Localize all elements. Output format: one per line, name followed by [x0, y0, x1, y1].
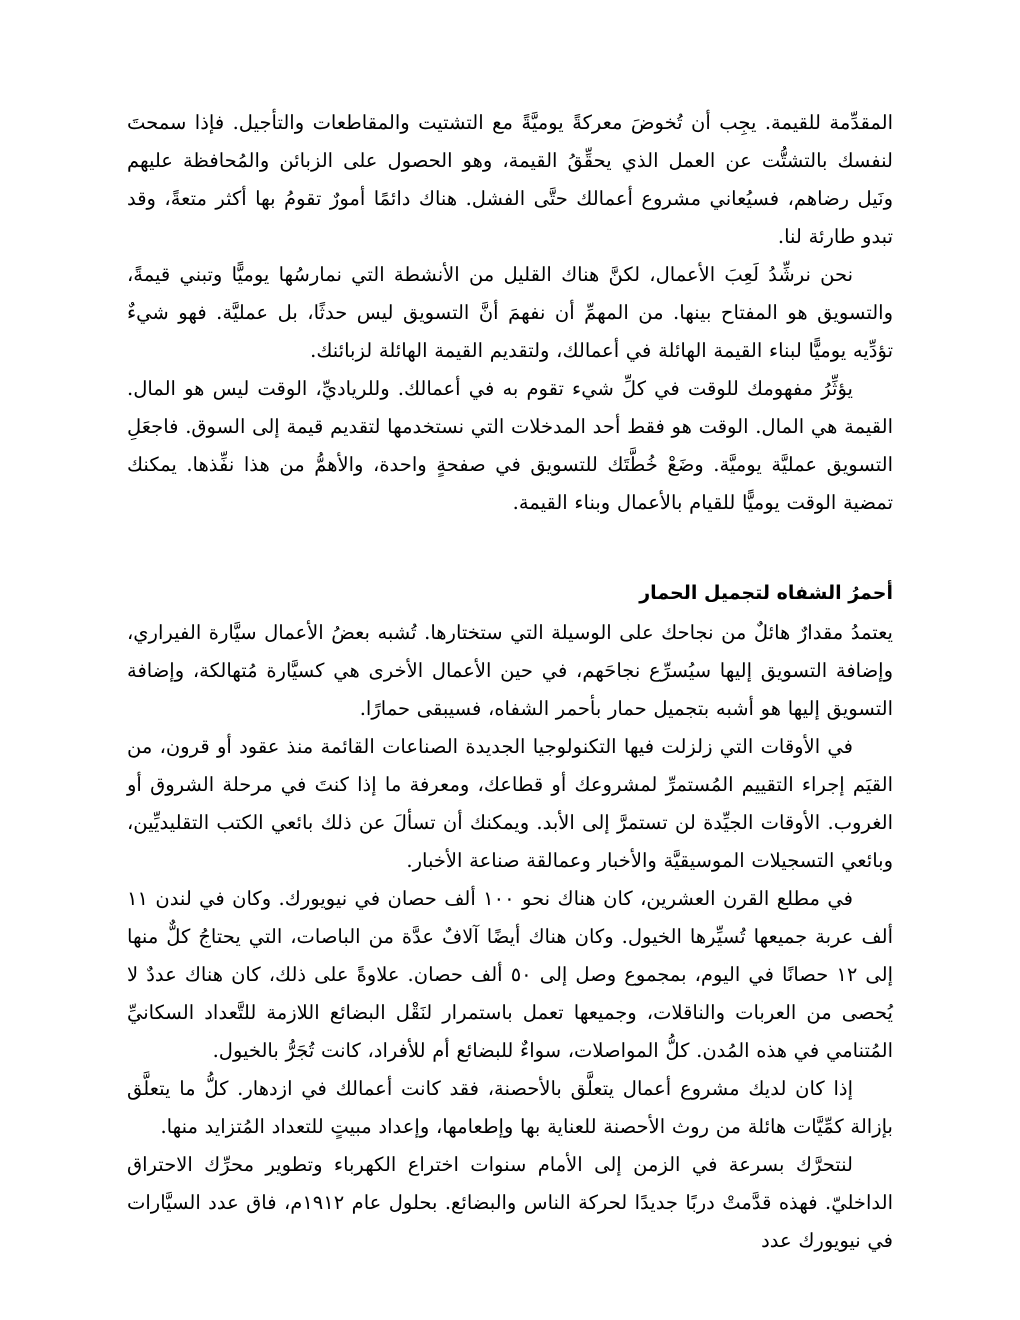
paragraph-time-concept: يؤثِّرُ مفهومك للوقت في كلِّ شيء تقوم به في أعمالك. وللرياديِّ، الوقت ليس هو المال. القيمة هي المال. الوقت هو فقط أحد المدخلات التي نستخدمها لتقديم قيمة إلى السوق. فاجعَلِ التسويق عمليَّة يوميَّة. وضَعْ خُطَّتَك للتسويق في صفحةٍ واحدة، والأهمُّ من هذا نفِّذها. يمكنك تمضية الوقت يوميًّا للقيام بالأعمال وبناء القيمة. [127, 377, 893, 514]
text-column [127, 104, 893, 1260]
paragraph-combustion-engine: لنتحرَّك بسرعة في الزمن إلى الأمام سنوات اختراع الكهرباء وتطوير محرِّك الاحتراق الداخليّ. فهذه قدَّمتْ دربًا جديدًا لحركة الناس والبضائع. بحلول عام ١٩١٢م، فاق عدد السيَّارات في نيويورك عدد [127, 1153, 893, 1252]
paragraph-intro-value: المقدِّمة للقيمة. يجِب أن تُخوضَ معركةً يوميَّةً مع التشتيت والمقاطعات والتأجيل. فإذا سمحتَ لنفسك بالتشتُّت عن العمل الذي يحقِّقُ القيمة، وهو الحصول على الزبائن والمُحافظة عليهم ونَيل رضاهم، فسيُعاني مشروع أعمالك حتَّى الفشل. هناك دائمًا أمورٌ تقومُ بها أكثر متعةً، وقد تبدو طارئة لنا. [127, 111, 893, 248]
section-heading-lipstick-on-a-donkey: أحمرُ الشفاه لتجميل الحمار [639, 582, 893, 604]
heading-top-spacer [127, 522, 893, 578]
paragraph-vehicle-analogy: يعتمدُ مقدارٌ هائلٌ من نجاحك على الوسيلة التي ستختارها. تُشبه بعضُ الأعمال سيَّارة الفيراري، وإضافة التسويق إليها سيُسرِّع نجاحَهم، في حين الأعمال الأخرى هي كسيَّارة مُتهالكة، وإضافة التسويق إليها هو أشبه بتجميل حمار بأحمر الشفاه، فسيبقى حمارًا. [127, 621, 893, 720]
paragraph-horse-business: إذا كان لديك مشروع أعمال يتعلَّق بالأحصنة، فقد كانت أعمالك في ازدهار. كلُّ ما يتعلَّق بإزالة كمِّيَّات هائلة من روث الأحصنة للعناية بها وإطعامها، وإعداد مبيتٍ للتعداد المُتزايد منها. [127, 1077, 893, 1138]
paragraph-horses-statistics: في مطلع القرن العشرين، كان هناك نحو ١٠٠ ألف حصان في نيويورك. وكان في لندن ١١ ألف عربة جميعها تُسيِّرها الخيول. وكان هناك أيضًا آلافٌ عدَّة من الباصات، التي يحتاجُ كلٌّ منها إلى ١٢ حصانًا في اليوم، بمجموع وصل إلى ٥٠ ألف حصان. علاوةً على ذلك، كان هناك عددٌ لا يُحصى من العربات والناقلات، وجميعها تعمل باستمرار لنَقْل البضائع اللازمة للتَّعداد السكانيِّ المُتنامي في هذه المُدن. كلُّ المواصلات، سواءٌ للبضائع أم للأفراد، كانت تُجَرُّ بالخيول. [127, 887, 894, 1062]
paragraph-business-game: نحن نرشِّدُ لَعِبَ الأعمال، لكنَّ هناك القليل من الأنشطة التي نمارسُها يوميًّا وتبني قيمةً، والتسويق هو المفتاح بينها. من المهمِّ أن نفهمَ أنَّ التسويق ليس حدثًا، بل عمليَّة. فهو شيءٌ تؤدِّيه يوميًّا لبناء القيمة الهائلة في أعمالك، ولتقديم القيمة الهائلة لزبائنك. [127, 263, 893, 362]
paragraph-technology-disruption: في الأوقات التي زلزلت فيها التكنولوجيا الجديدة الصناعات القائمة منذ عقود أو قرون، من القيَم إجراء التقييم المُستمرِّ لمشروعك أو قطاعك، ومعرفة ما إذا كنتَ في مرحلة الشروق أو الغروب. الأوقات الجيِّدة لن تستمرَّ إلى الأبد. ويمكنك أن تسألَ عن ذلك بائعي الكتب التقليديِّين، وبائعي التسجيلات الموسيقيَّة والأخبار وعمالقة صناعة الأخبار. [127, 735, 893, 872]
